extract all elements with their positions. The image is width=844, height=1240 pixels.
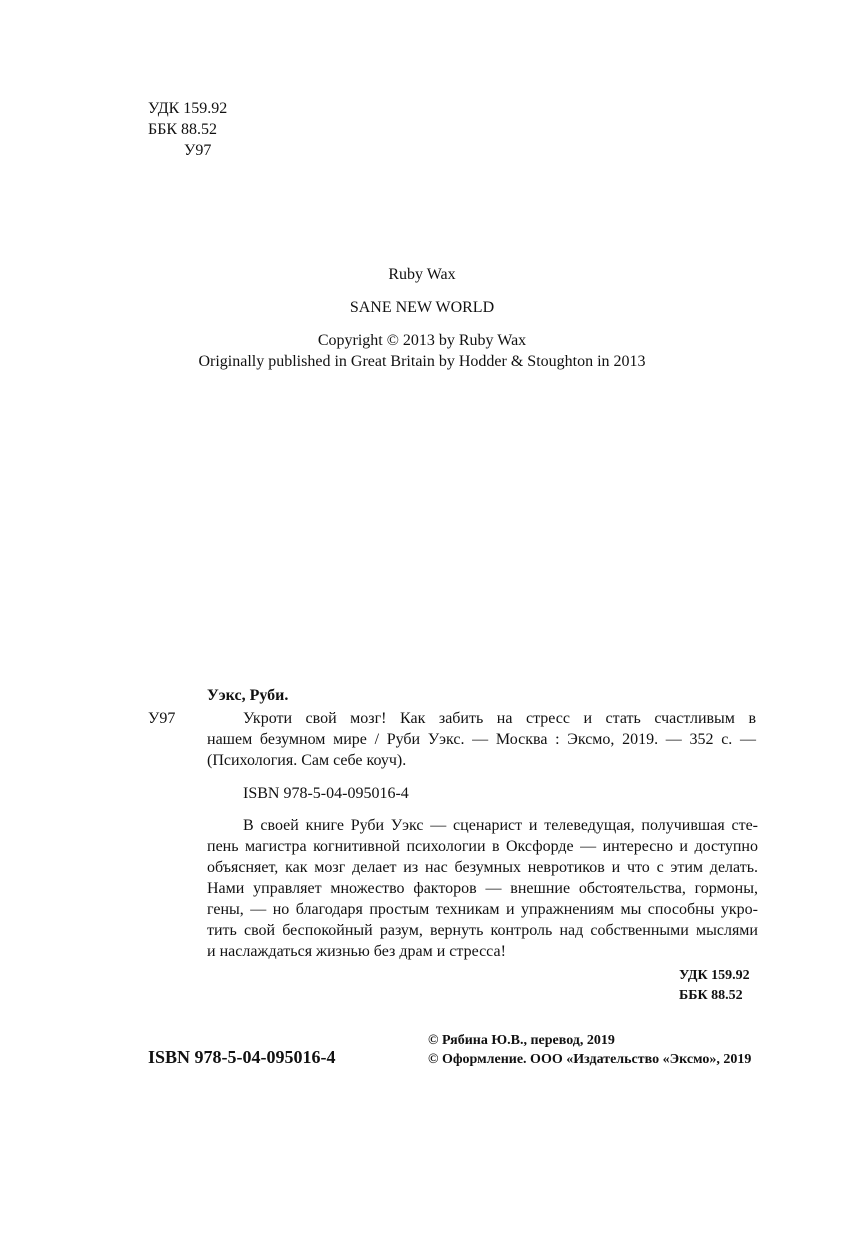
original-copyright: Copyright © 2013 by Ruby Wax bbox=[317, 332, 527, 349]
annotation-line: В своей книге Руби Уэкс — сценарист и телеведущая, получившая сте- bbox=[243, 817, 758, 834]
catalog-entry-line: нашем безумном мире / Руби Уэкс. — Москва : Эксмо, 2019. — 352 с. — bbox=[207, 731, 756, 748]
original-title: SANE NEW WORLD bbox=[349, 299, 495, 316]
annotation-line: тить свой беспокойный разум, вернуть контроль над собственными мыслями bbox=[207, 922, 758, 939]
original-publication: Originally published in Great Britain by Hodder & Stoughton in 2013 bbox=[198, 353, 646, 370]
bbk-code-top: ББК 88.52 bbox=[148, 121, 218, 138]
annotation-line: объясняет, как мозг делает из нас безумных невротиков и что с этим делать. bbox=[207, 859, 758, 876]
annotation-line: и наслаждаться жизнью без драм и стресса! bbox=[207, 943, 506, 960]
catalog-entry-line: (Психология. Сам себе коуч). bbox=[207, 752, 407, 769]
udk-code-top: УДК 159.92 bbox=[148, 100, 228, 117]
copyright-design: © Оформление. ООО «Издательство «Эксмо», 2019 bbox=[428, 1052, 752, 1067]
original-author: Ruby Wax bbox=[388, 266, 456, 283]
catalog-isbn: ISBN 978-5-04-095016-4 bbox=[243, 785, 409, 802]
copyright-translation: © Рябина Ю.В., перевод, 2019 bbox=[428, 1033, 615, 1048]
annotation-line: Нами управляет множество факторов — внешние обстоятельства, гормоны, bbox=[207, 880, 758, 897]
catalog-heading: Уэкс, Руби. bbox=[207, 687, 289, 704]
catalog-entry bbox=[207, 708, 756, 771]
catalog-entry-line: Укроти свой мозг! Как забить на стресс и стать счастливым в bbox=[243, 710, 756, 727]
bbk-code-card: ББК 88.52 bbox=[679, 988, 743, 1003]
annotation-line: гены, — но благодаря простым техникам и упражнениям мы способны укро- bbox=[207, 901, 758, 918]
catalog-annotation bbox=[207, 815, 758, 962]
annotation-line: пень магистра когнитивной психологии в Оксфорде — интересно и доступно bbox=[207, 838, 758, 855]
catalog-author-mark: У97 bbox=[148, 710, 176, 727]
author-mark-top: У97 bbox=[184, 142, 212, 159]
footer-isbn: ISBN 978-5-04-095016-4 bbox=[148, 1047, 336, 1067]
udk-code-card: УДК 159.92 bbox=[679, 968, 750, 983]
